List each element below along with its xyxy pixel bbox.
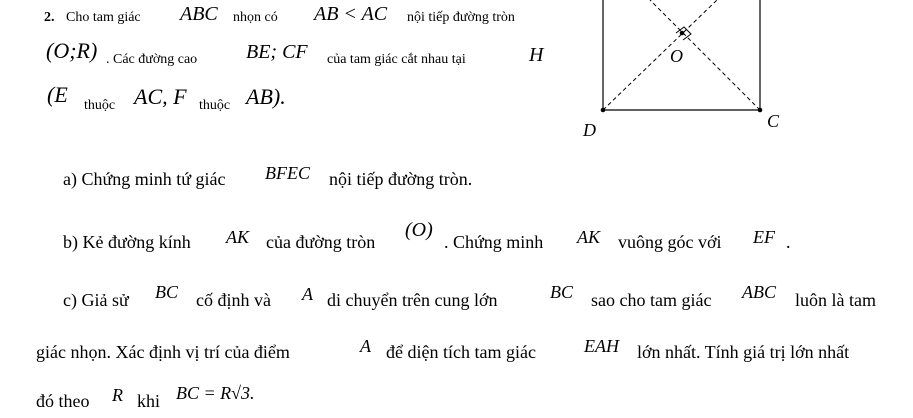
part-c-text: cố định và bbox=[196, 290, 271, 310]
problem-text: của tam giác cắt nhau tại bbox=[327, 52, 466, 67]
part-a-text: a) Chứng minh tứ giác bbox=[63, 169, 226, 189]
problem-text: nội tiếp đường tròn bbox=[407, 10, 515, 25]
problem-text: . Các đường cao bbox=[106, 52, 198, 67]
math-e: (E bbox=[47, 82, 68, 107]
label-o: O bbox=[670, 46, 683, 66]
point-c bbox=[758, 108, 763, 113]
math-condition: AB < AC bbox=[314, 3, 388, 25]
math-bc: BC bbox=[550, 282, 574, 302]
problem-text: Cho tam giác bbox=[66, 10, 141, 25]
part-b-text: của đường tròn bbox=[266, 232, 376, 252]
math-altitudes: BE; CF bbox=[246, 41, 308, 63]
part-c-text: lớn nhất. Tính giá trị lớn nhất bbox=[637, 342, 850, 362]
diagonal-d bbox=[603, 0, 717, 110]
label-d: D bbox=[583, 120, 596, 140]
point-d bbox=[601, 108, 606, 113]
part-c-text: sao cho tam giác bbox=[591, 290, 712, 310]
math-bfec: BFEC bbox=[265, 163, 310, 183]
part-c-text: di chuyển trên cung lớn bbox=[327, 290, 498, 310]
part-c-text: giác nhọn. Xác định vị trí của điểm bbox=[36, 342, 290, 362]
math-a: A bbox=[302, 284, 313, 304]
part-b-text: b) Kẻ đường kính bbox=[63, 232, 191, 252]
math-bc: BC bbox=[155, 282, 179, 302]
math-ab: AB). bbox=[246, 84, 286, 109]
problem-text: nhọn có bbox=[233, 10, 278, 25]
part-c-text: khi bbox=[137, 391, 161, 411]
math-ef: EF bbox=[753, 227, 775, 247]
part-b-text: . bbox=[786, 232, 791, 252]
part-a-text: nội tiếp đường tròn. bbox=[329, 169, 473, 189]
subscript-text: thuộc bbox=[84, 98, 116, 113]
math-o: (O) bbox=[405, 219, 433, 241]
part-b-text: . Chứng minh bbox=[444, 232, 544, 252]
part-c-text: luôn là tam bbox=[795, 290, 876, 310]
diagonal-c bbox=[650, 0, 760, 110]
math-h: H bbox=[529, 44, 544, 66]
math-circle: (O;R) bbox=[46, 38, 98, 63]
label-c: C bbox=[767, 111, 780, 131]
part-c-text: để diện tích tam giác bbox=[386, 342, 536, 362]
math-ac-f: AC, F bbox=[134, 84, 187, 109]
subscript-text: thuộc bbox=[199, 98, 231, 113]
math-eah: EAH bbox=[584, 336, 619, 356]
math-abc: ABC bbox=[180, 3, 218, 25]
math-ak: AK bbox=[577, 227, 601, 247]
math-r: R bbox=[112, 385, 123, 405]
math-a: A bbox=[360, 336, 371, 356]
math-abc: ABC bbox=[742, 282, 776, 302]
part-c-text: đó theo bbox=[36, 391, 90, 411]
problem-number: 2. bbox=[44, 10, 55, 25]
math-ak: AK bbox=[226, 227, 250, 247]
math-formula: BC = R√3. bbox=[176, 383, 255, 403]
part-b-text: vuông góc với bbox=[618, 232, 722, 252]
part-c-text: c) Giả sử bbox=[63, 290, 129, 310]
point-o bbox=[680, 31, 685, 36]
